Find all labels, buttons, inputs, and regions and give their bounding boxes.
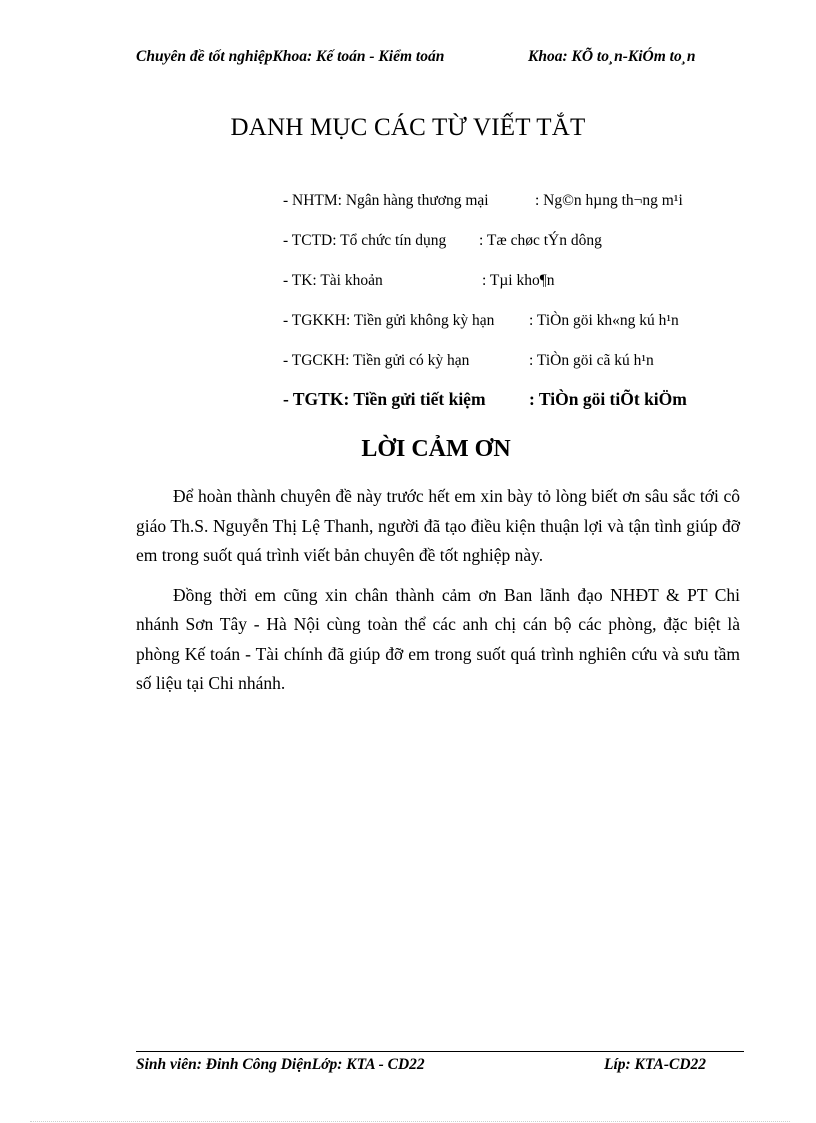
abbreviation-garbled-text: : TiÒn göi cã kú h¹n (529, 352, 654, 369)
footer-left-text: Sinh viên: Đinh Công DiệnLớp: KTA - CD22 (136, 1056, 425, 1073)
abbreviation-row (283, 352, 783, 392)
abbreviations-title: DANH MỤC CÁC TỪ VIẾT TẮT (230, 114, 586, 141)
abbreviation-term: - TGKKH: Tiền gửi không kỳ hạn (283, 312, 495, 329)
abbreviation-row (283, 312, 783, 352)
page-edge-divider (30, 1121, 790, 1122)
abbreviation-garbled-text: : TiÒn göi tiÕt kiÖm (529, 389, 687, 409)
header-right-text: Khoa: KÕ to¸n-KiÓm to¸n (528, 48, 696, 65)
acknowledgement-body (136, 482, 740, 709)
paragraph: Để hoàn thành chuyên đề này trước hết em xin bày tỏ lòng biết ơn sâu sắc tới cô giáo Th.S. Nguyễn Thị Lệ Thanh, người đã tạo điều kiện thuận lợi và tận tình giúp đỡ em trong suốt quá trình viết bản chuyên đề tốt nghiệp này. (136, 486, 740, 565)
acknowledgement-title: LỜI CẢM ƠN (361, 436, 511, 462)
abbreviation-term: - TCTD: Tổ chức tín dụng (283, 232, 447, 249)
header-left-text: Chuyên đề tốt nghiệpKhoa: Kế toán - Kiểm toán (136, 48, 445, 65)
paragraph: Đồng thời em cũng xin chân thành cảm ơn Ban lãnh đạo NHĐT & PT Chi nhánh Sơn Tây - Hà Nội cùng toàn thể các anh chị cán bộ các phòng, đặc biệt là phòng Kế toán - Tài chính đã giúp đỡ em trong suốt quá trình nghiên cứu và sưu tầm số liệu tại Chi nhánh. (136, 584, 740, 693)
page-footer (136, 1056, 746, 1078)
abbreviation-row (283, 389, 783, 432)
abbreviation-row (283, 232, 783, 272)
abbreviation-term: - TGTK: Tiền gửi tiết kiệm (283, 389, 486, 409)
abbreviation-row (283, 192, 783, 232)
abbreviation-garbled-text: : Ng©n hµng th¬ng m¹i (535, 192, 683, 209)
abbreviation-term: - NHTM: Ngân hàng thương mại (283, 192, 489, 209)
page-header (136, 48, 746, 70)
abbreviation-term: - TK: Tài khoản (283, 272, 383, 289)
abbreviation-row (283, 272, 783, 312)
abbreviation-garbled-text: : Tµi kho¶n (482, 272, 555, 289)
footer-divider (136, 1051, 744, 1052)
abbreviation-garbled-text: : TiÒn göi kh«ng kú h¹n (529, 312, 679, 329)
footer-right-text: Líp: KTA-CD22 (604, 1056, 707, 1073)
abbreviation-term: - TGCKH: Tiền gửi có kỳ hạn (283, 352, 470, 369)
abbreviations-list (283, 192, 783, 432)
abbreviation-garbled-text: : Tæ chøc tÝn dông (479, 232, 602, 249)
